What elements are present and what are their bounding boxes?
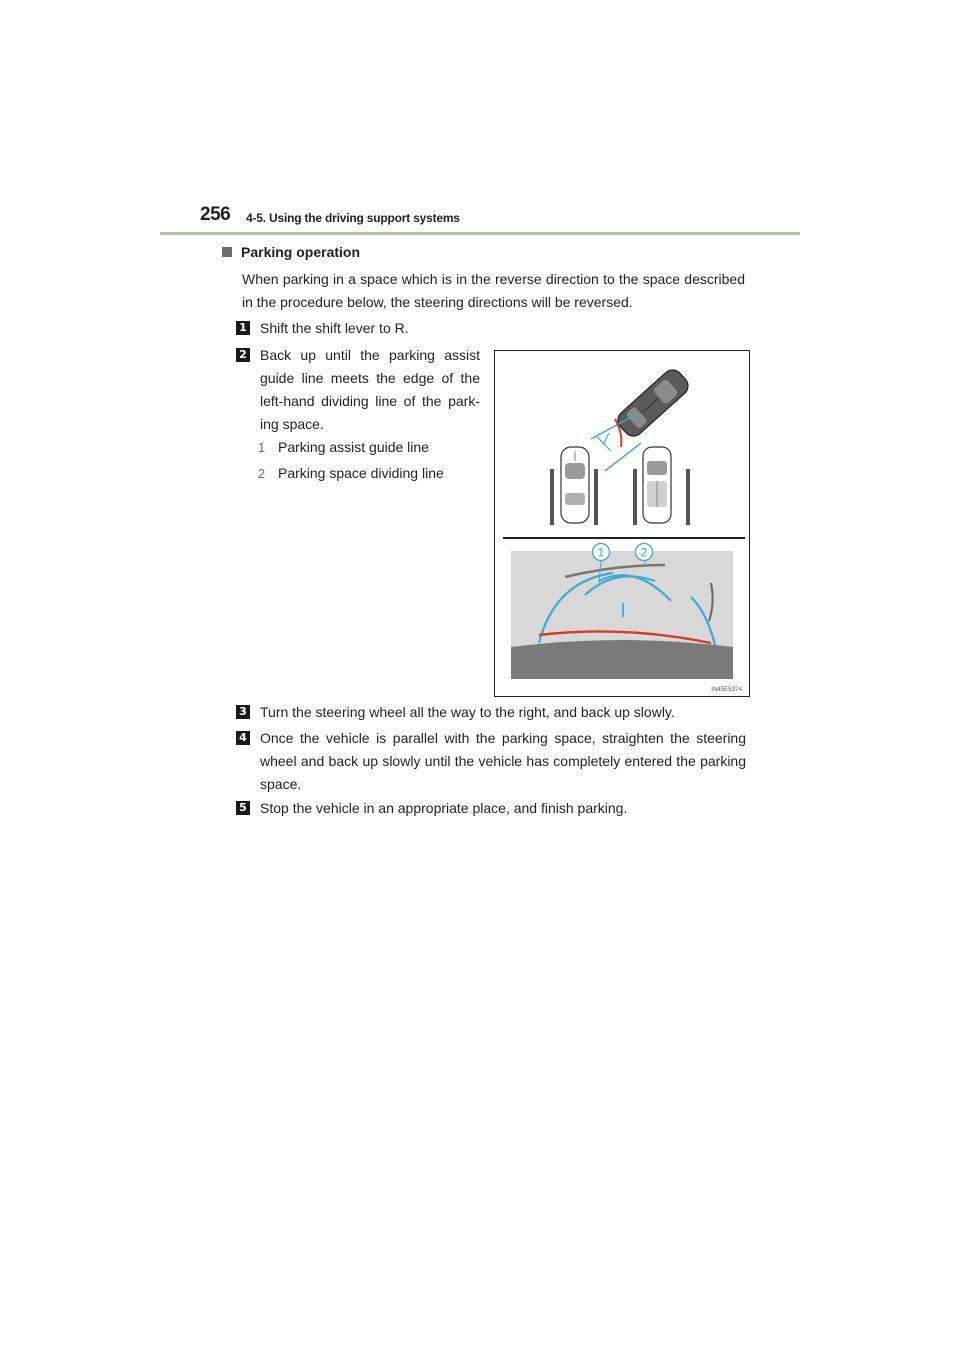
legend-label: Parking space dividing line — [278, 465, 444, 481]
subheading-text: Parking operation — [241, 244, 361, 260]
step-badge-2: 2 — [236, 348, 250, 362]
callout-2 — [636, 544, 653, 561]
callout-number: 1 — [597, 545, 605, 560]
step-text-4: Once the vehicle is parallel with the parking space, straighten the steering wheel and back up slowly until the vehicle has completely entered the parking space. — [260, 730, 746, 792]
parking-illustration — [494, 350, 750, 697]
step-badge-5: 5 — [236, 801, 250, 815]
square-bullet-icon — [222, 247, 232, 257]
legend-label: Parking assist guide line — [278, 439, 429, 455]
guide-line — [605, 443, 641, 471]
parking-line — [550, 469, 554, 525]
callout-1 — [593, 544, 610, 561]
step-text-1: Shift the shift lever to R. — [260, 320, 409, 336]
parking-line — [594, 469, 598, 525]
step-text-5: Stop the vehicle in an appropriate place, and finish parking. — [260, 800, 628, 816]
step-text-2: Back up until the parking assist guide line meets the edge of the left-hand dividing line of the park-ing space. — [260, 347, 480, 432]
step-badge-4: 4 — [236, 731, 250, 745]
subheading — [222, 244, 360, 260]
legend-item-2 — [254, 465, 444, 481]
parked-car-icon — [561, 447, 589, 523]
step-badge-1: 1 — [236, 321, 250, 335]
header-rule — [160, 232, 800, 235]
figure-code: IN45ES374 — [711, 687, 742, 693]
overhead-scene — [550, 366, 692, 525]
page-number: 256 — [200, 204, 231, 225]
step-text-3: Turn the steering wheel all the way to the right, and back up slowly. — [260, 704, 675, 720]
parking-illustration-svg — [495, 351, 749, 696]
parking-line — [633, 469, 637, 525]
camera-screen — [511, 544, 733, 680]
legend-number: 1 — [257, 439, 266, 455]
figure-divider — [503, 537, 745, 539]
guide-line — [603, 433, 609, 445]
parking-line — [686, 469, 690, 525]
reversing-car-icon — [614, 366, 692, 440]
callout-number: 2 — [640, 545, 648, 560]
legend-item-1 — [254, 439, 429, 455]
ground — [511, 640, 733, 679]
step-badge-3: 3 — [236, 705, 250, 719]
parked-car-icon — [643, 447, 671, 523]
legend-number: 2 — [257, 465, 266, 481]
intro-paragraph: When parking in a space which is in the reverse direction to the space described in the procedure below, the steering directions will be reversed. — [242, 271, 745, 310]
section-title: 4-5. Using the driving support systems — [246, 211, 460, 225]
